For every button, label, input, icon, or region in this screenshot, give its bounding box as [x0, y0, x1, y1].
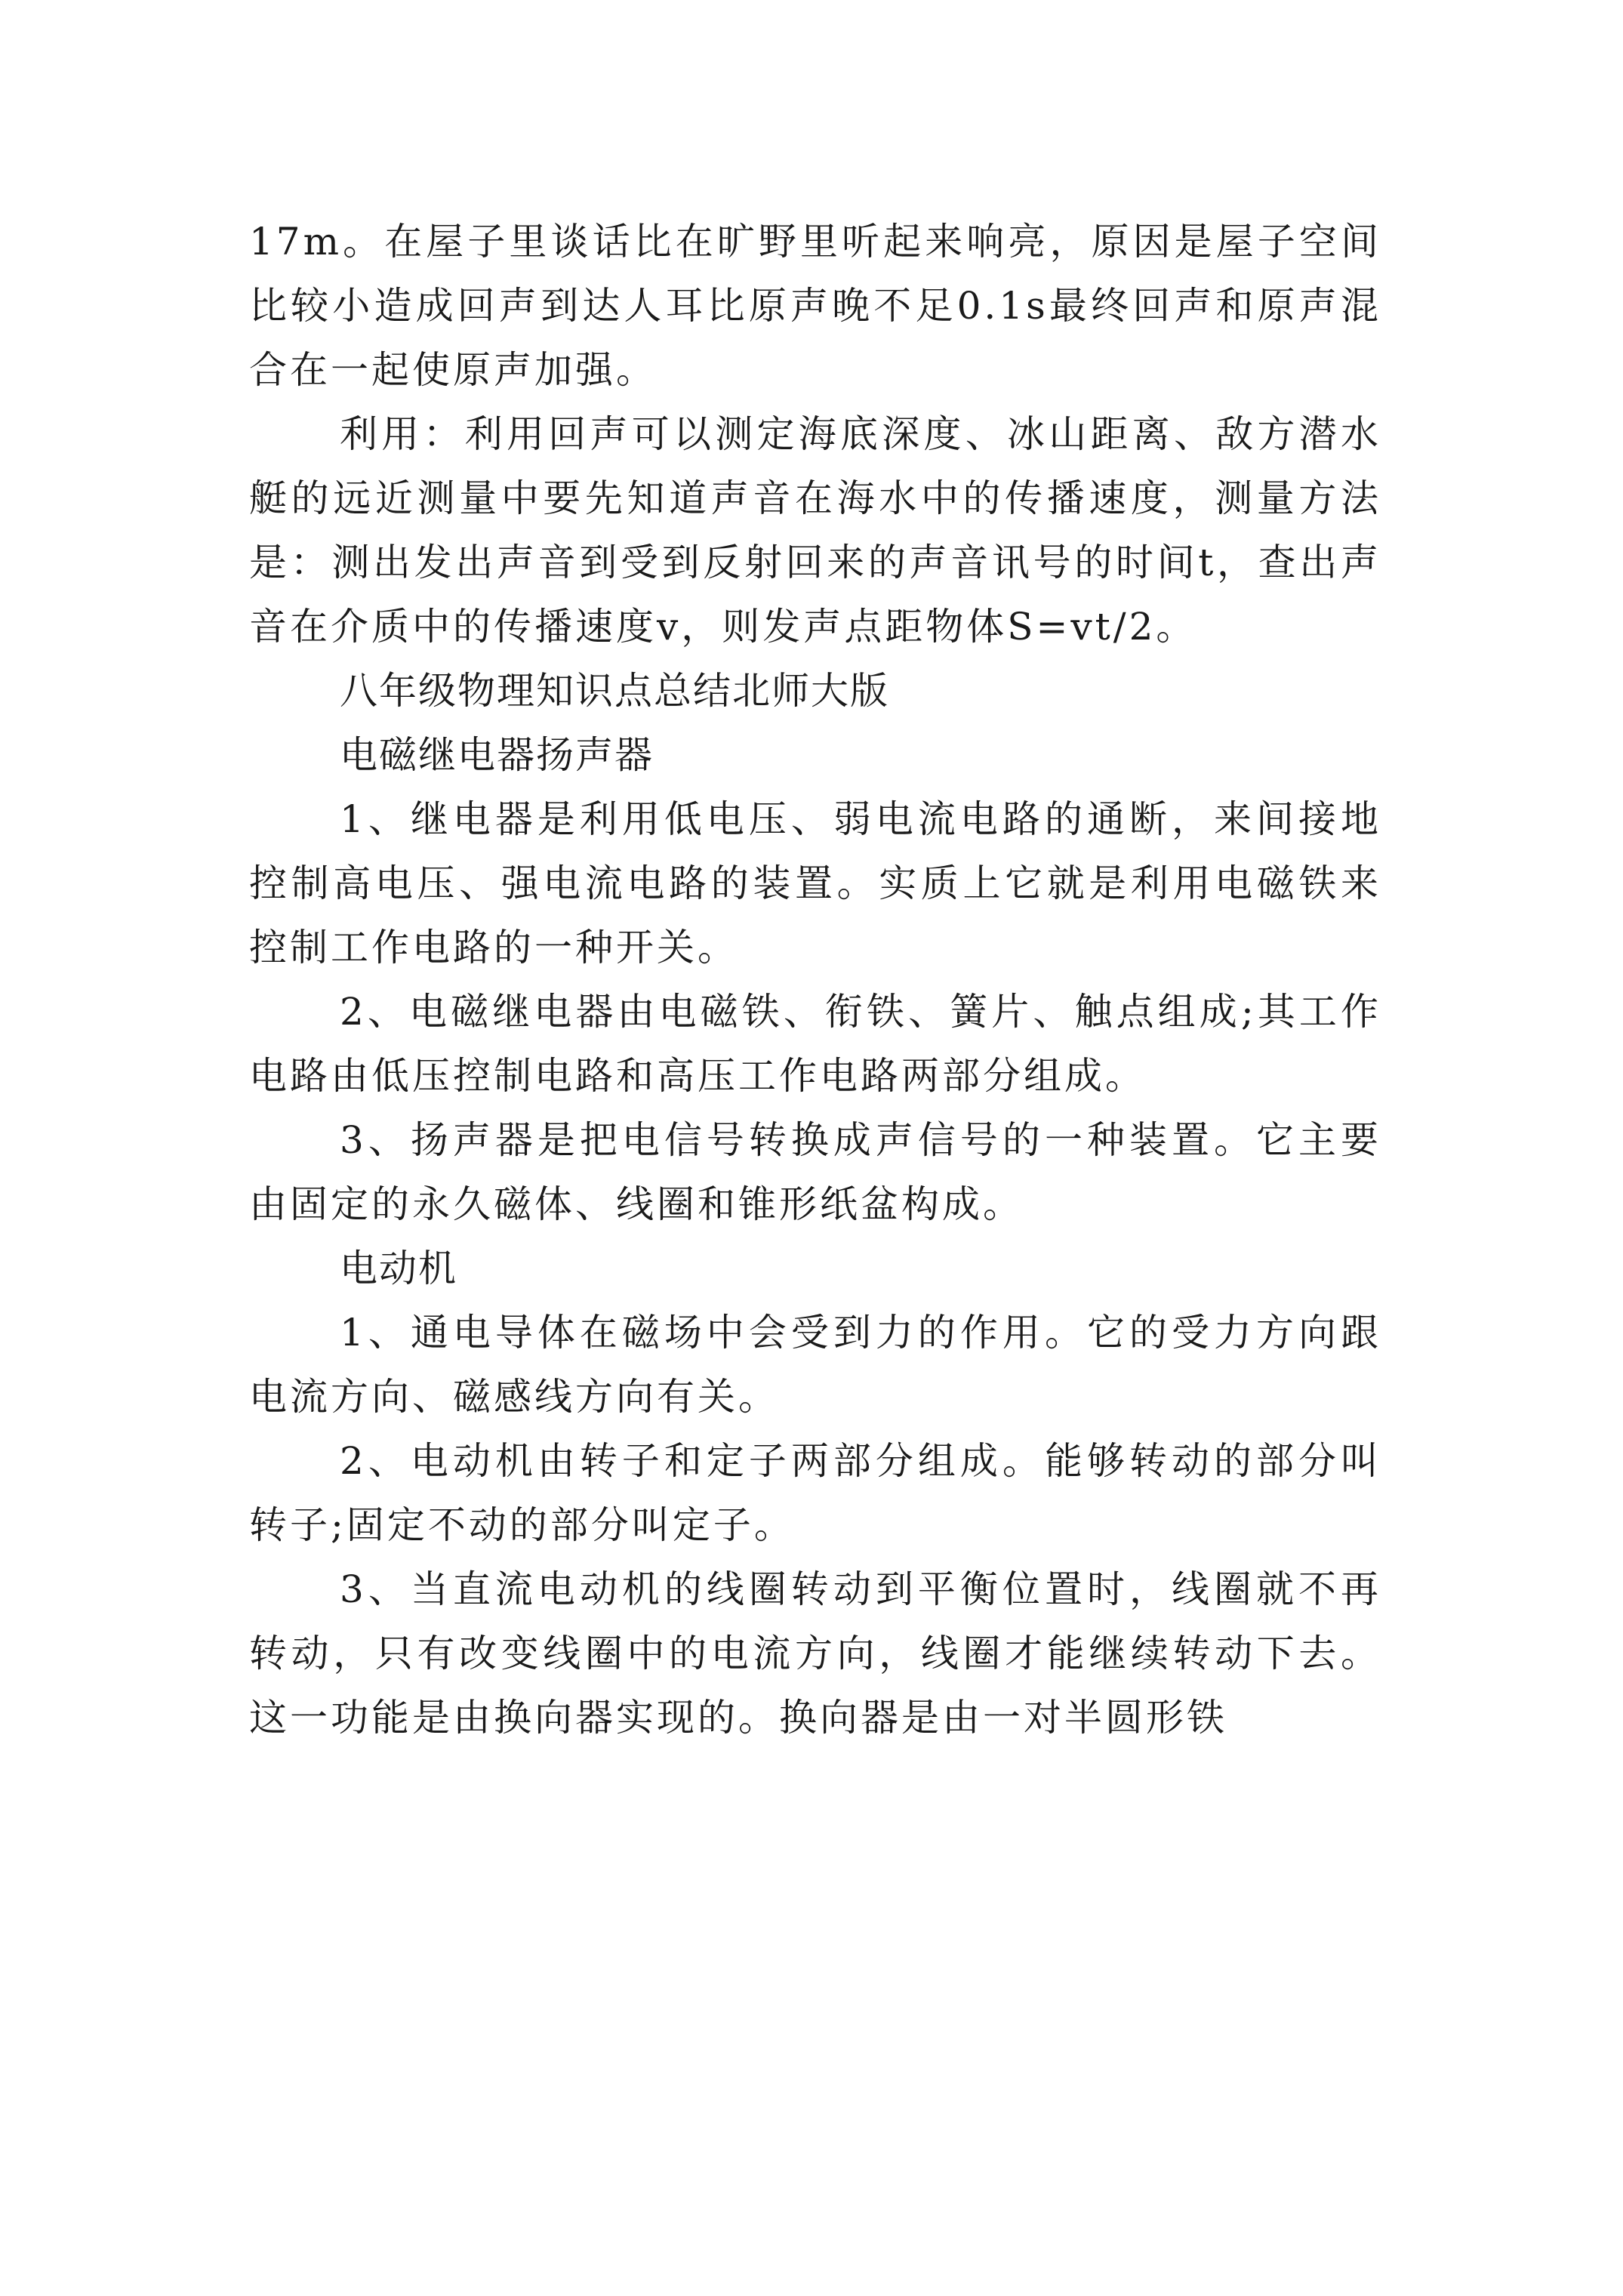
paragraph-motor-3: 3、当直流电动机的线圈转动到平衡位置时，线圈就不再转动，只有改变线圈中的电流方向，线圈才能继续转动下去。这一功能是由换向器实现的。换向器是由一对半圆形铁 — [249, 1567, 1381, 1740]
document-body — [249, 210, 1381, 1750]
paragraph-speaker-3: 3、扬声器是把电信号转换成声信号的一种装置。它主要由固定的永久磁体、线圈和锥形纸盆构成。 — [249, 1118, 1381, 1226]
paragraph-relay-2: 2、电磁继电器由电磁铁、衔铁、簧片、触点组成;其工作电路由低压控制电路和高压工作电路两部分组成。 — [249, 990, 1381, 1098]
section-heading-motor: 电动机 — [340, 1247, 457, 1290]
document-title: 八年级物理知识点总结北师大版 — [340, 669, 889, 713]
paragraph-echo-explanation: 17m。在屋子里谈话比在旷野里听起来响亮，原因是屋子空间比较小造成回声到达人耳比原声晚不足0.1s最终回声和原声混合在一起使原声加强。 — [249, 220, 1381, 392]
paragraph-relay-1: 1、继电器是利用低电压、弱电流电路的通断，来间接地控制高电压、强电流电路的装置。实质上它就是利用电磁铁来控制工作电路的一种开关。 — [249, 797, 1381, 969]
section-heading-relay-speaker: 电磁继电器扬声器 — [340, 733, 654, 777]
paragraph-motor-1: 1、通电导体在磁场中会受到力的作用。它的受力方向跟电流方向、磁感线方向有关。 — [249, 1311, 1381, 1419]
paragraph-motor-2: 2、电动机由转子和定子两部分组成。能够转动的部分叫转子;固定不动的部分叫定子。 — [249, 1439, 1381, 1547]
paragraph-echo-uses: 利用：利用回声可以测定海底深度、冰山距离、敌方潜水艇的远近测量中要先知道声音在海水中的传播速度，测量方法是：测出发出声音到受到反射回来的声音讯号的时间t，查出声音在介质中的传播速度v，则发声点距物体S=vt/2。 — [249, 412, 1381, 649]
